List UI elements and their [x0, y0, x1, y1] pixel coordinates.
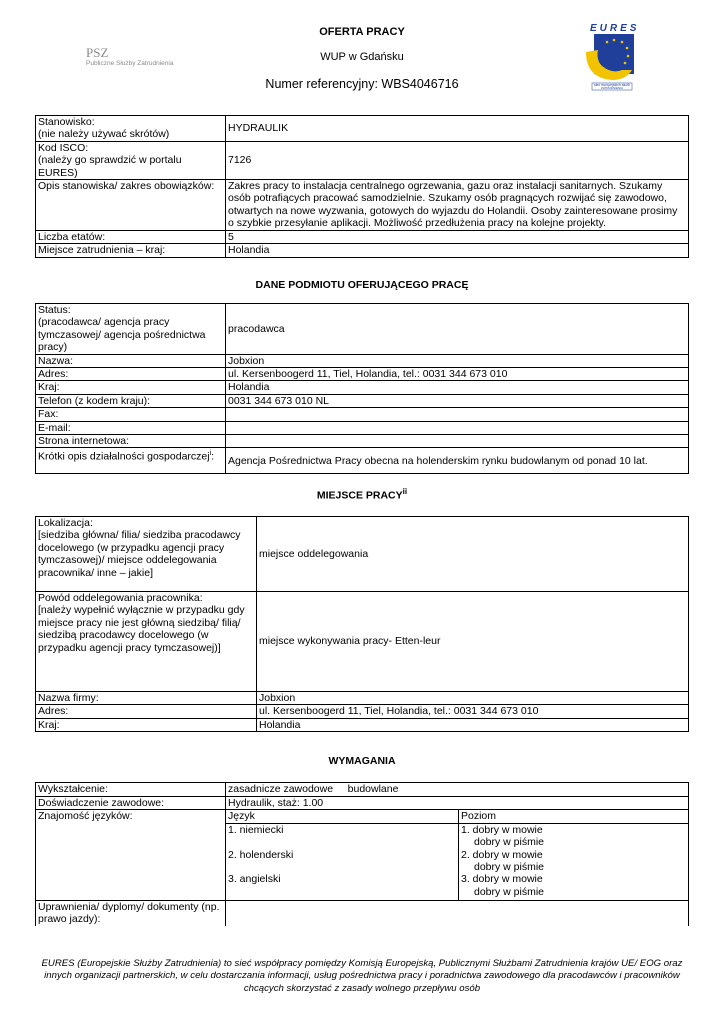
employer-phone-value: 0031 344 673 010 NL: [226, 394, 689, 407]
table-row: [36, 244, 689, 257]
employer-address-value: ul. Kersenboogerd 11, Tiel, Holandia, tel.: 0031 344 673 010: [226, 368, 689, 381]
language-column-header: Język: [226, 810, 459, 823]
workplace-section-title: [0, 487, 724, 502]
language-level-speaking: 1. dobry w mowie: [461, 823, 543, 836]
isco-value: 7126: [226, 141, 689, 179]
table-row: [36, 517, 689, 592]
table-row: [36, 304, 689, 355]
status-label: Status: (pracodawca/ agencja pracy tymczasowej/ agencja pośrednictwa pracy): [36, 304, 226, 355]
business-description-value: Agencja Pośrednictwa Pracy obecna na holenderskim rynku budowlanym od ponad 10 lat.: [226, 448, 689, 474]
employer-phone-label: Telefon (z kodem kraju):: [36, 394, 226, 407]
table-row: [36, 381, 689, 394]
office-name: WUP w Gdańsku: [320, 51, 404, 63]
table-row: [36, 435, 689, 448]
table-row: [36, 797, 689, 810]
language-level-writing: dobry w piśmie: [474, 885, 545, 898]
eures-logo-text: EURES: [590, 23, 640, 34]
reference-number: Numer referencyjny: WBS4046716: [265, 77, 459, 91]
position-label: Stanowisko: (nie należy używać skrótów): [36, 116, 226, 142]
psz-logo-name: Publiczne Służby Zatrudnienia: [86, 60, 174, 67]
table-row: [36, 141, 689, 179]
footer-note: EURES (Europejskie Służby Zatrudnienia) to sieć współpracy pomiędzy Komisją Europejską, Publicznymi Służbami Zatrudnienia krajów UE/ EOG oraz innych organizacji partnerskich, w celu dostarczania informacji, usług pośrednictwa pracy i poradnictwa zawodowego dla pracodawców i pracowników chcących skorzystać z zasady wolnego przepływu osób: [41, 958, 683, 994]
footnote-marker: ii: [402, 487, 408, 496]
education-label: Wykształcenie:: [36, 783, 226, 797]
country-value: Holandia: [226, 244, 689, 257]
language-name: 1. niemiecki: [226, 823, 459, 848]
requirements-table: [35, 782, 689, 926]
table-row: [36, 810, 689, 823]
vacancies-value: 5: [226, 231, 689, 244]
company-name-label: Nazwa firmy:: [36, 692, 257, 705]
level-column-header: Poziom: [459, 810, 689, 823]
business-description-label-suffix: :: [211, 450, 215, 463]
education-value: zasadnicze zawodowe budowlane: [226, 783, 689, 797]
workplace-address-label: Adres:: [36, 705, 257, 718]
employer-fax-value: [226, 408, 689, 421]
delegation-reason-label: Powód oddelegowania pracownika: [należy wypełnić wyłącznie w przypadku gdy miejsce pracy nie jest główną siedzibą/ filią/ siedzibą pracodawcy docelowego (w przypadku agencji pracy tymczasowej)]: [36, 592, 257, 692]
licenses-value: [226, 900, 689, 925]
table-row: [36, 231, 689, 244]
location-label: Lokalizacja: [siedziba główna/ filia/ siedziba pracodawcy docelowego (w przypadku agencji pracy tymczasowej)/ miejsce oddelegowania pracownika/ inne – jakie]: [36, 517, 257, 592]
employer-name-label: Nazwa:: [36, 354, 226, 367]
table-row: [36, 718, 689, 731]
table-row: [36, 408, 689, 421]
eures-logo-subtext2: ZATRUDNIENIA: [601, 86, 623, 90]
employer-email-value: [226, 421, 689, 434]
location-value: miejsce oddelegowania: [257, 517, 689, 592]
table-row: [36, 116, 689, 142]
language-level-writing: dobry w piśmie: [474, 861, 545, 874]
employer-website-value: [226, 435, 689, 448]
table-row: [36, 705, 689, 718]
table-row: [36, 421, 689, 434]
table-row: [36, 783, 689, 797]
eures-logo-subtext: sieć europejskich służb: [594, 83, 630, 87]
delegation-reason-value: miejsce wykonywania pracy- Etten-leur: [257, 592, 689, 692]
employer-address-label: Adres:: [36, 368, 226, 381]
vacancies-label: Liczba etatów:: [36, 231, 226, 244]
status-value: pracodawca: [226, 304, 689, 355]
workplace-country-value: Holandia: [257, 718, 689, 731]
table-row: [36, 692, 689, 705]
employer-email-label: E-mail:: [36, 421, 226, 434]
table-row: [36, 900, 689, 925]
table-row: [36, 394, 689, 407]
footnote-marker: i: [209, 450, 212, 458]
psz-logo-abbr: PSZ: [86, 45, 109, 60]
employer-table: [35, 303, 689, 474]
workplace-section-title-text: MIEJSCE PRACY: [316, 489, 403, 502]
workplace-address-value: ul. Kersenboogerd 11, Tiel, Holandia, tel.: 0031 344 673 010: [257, 705, 689, 718]
workplace-table: [35, 516, 689, 732]
table-row: [36, 354, 689, 367]
experience-label: Doświadczenie zawodowe:: [36, 797, 226, 810]
eures-logo: [582, 23, 640, 92]
language-name: 2. holenderski: [226, 849, 459, 874]
requirements-section-title: WYMAGANIA: [328, 755, 396, 767]
position-value: HYDRAULIK: [226, 116, 689, 142]
language-name: 3. angielski: [226, 873, 459, 900]
company-name-value: Jobxion: [257, 692, 689, 705]
table-row: [36, 368, 689, 381]
position-table: [35, 115, 689, 258]
language-level-speaking: 2. dobry w mowie: [461, 848, 543, 861]
workplace-country-label: Kraj:: [36, 718, 257, 731]
employer-country-label: Kraj:: [36, 381, 226, 394]
business-description-label: [36, 448, 226, 474]
employer-country-value: Holandia: [226, 381, 689, 394]
table-row: [36, 180, 689, 231]
licenses-label: Uprawnienia/ dyplomy/ dokumenty (np. prawo jazdy):: [36, 900, 226, 925]
language-level: [459, 823, 689, 848]
language-level-speaking: 3. dobry w mowie: [461, 873, 543, 886]
language-level-writing: dobry w piśmie: [474, 836, 545, 849]
isco-label: Kod ISCO: (należy go sprawdzić w portalu EURES): [36, 141, 226, 179]
employer-website-label: Strona internetowa:: [36, 435, 226, 448]
language-level: [459, 849, 689, 874]
employer-section-title: DANE PODMIOTU OFERUJĄCEGO PRACĘ: [255, 279, 469, 291]
business-description-label-text: Krótki opis działalności gospodarczej: [38, 450, 210, 463]
experience-value: Hydraulik, staż: 1.00: [226, 797, 689, 810]
description-value: Zakres pracy to instalacja centralnego ogrzewania, gazu oraz instalacji sanitarnych. Szukamy osób potrafiących pracować samodzielnie. Szukamy osób pragnących rozwijać się zawodowo, otwartych na nowe wyzwania, gotowych do wyjazdu do Holandii. Osoby zainteresowane prosimy o szybkie przesyłanie aplikacji. Możliwość przedłużenia pracy na kolejne projekty.: [226, 180, 689, 231]
languages-label: Znajomość języków:: [36, 810, 226, 901]
employer-fax-label: Fax:: [36, 408, 226, 421]
page-title: OFERTA PRACY: [319, 26, 405, 38]
table-row: [36, 592, 689, 692]
table-row: [36, 448, 689, 474]
employer-name-value: Jobxion: [226, 354, 689, 367]
description-label: Opis stanowiska/ zakres obowiązków:: [36, 180, 226, 231]
language-level: [459, 873, 689, 900]
country-label: Miejsce zatrudnienia – kraj:: [36, 244, 226, 257]
